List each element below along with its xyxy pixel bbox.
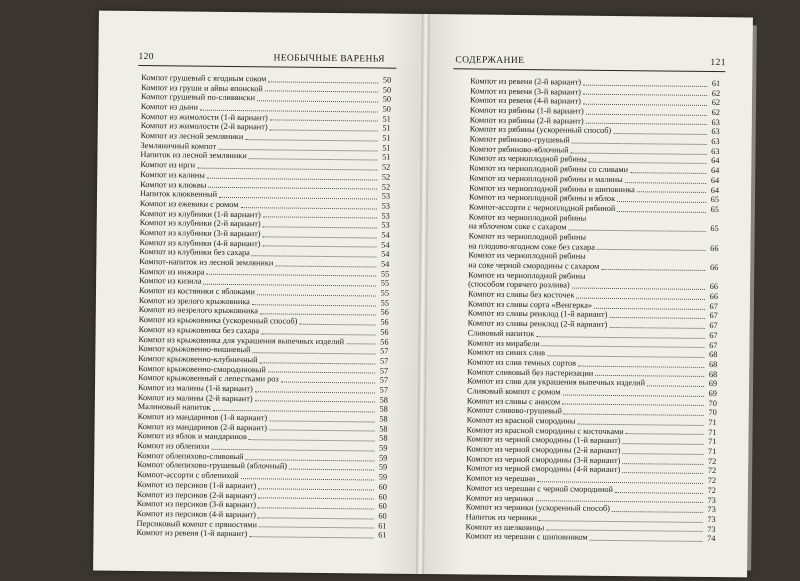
dot-leader <box>625 182 706 184</box>
dot-leader <box>262 246 376 248</box>
dot-leader <box>269 420 374 422</box>
toc-entry-title: Компот из черноплодной рябины <box>468 250 586 262</box>
left-page-number: 120 <box>138 52 154 63</box>
toc-entry-title: Компот из черешни с черной смородиной <box>465 483 614 494</box>
dot-leader <box>270 130 378 132</box>
toc-entry-page: 57 <box>379 366 389 376</box>
toc-entry-page: 54 <box>380 259 390 269</box>
dot-leader <box>261 333 376 335</box>
toc-entry-page: 51 <box>382 114 391 124</box>
toc-entry-page: 67 <box>709 340 718 350</box>
toc-entry-title: Компот из черешни с шиповником <box>465 531 588 543</box>
toc-entry-page: 56 <box>380 327 389 337</box>
dot-leader <box>269 430 374 432</box>
toc-entry-page: 66 <box>709 263 719 273</box>
left-toc-list <box>136 73 391 541</box>
toc-entry-page: 61 <box>711 78 721 89</box>
toc-entry-page: 54 <box>381 240 390 250</box>
toc-entry-title: Компот облепихово-грушевый (яблочный) <box>137 460 288 472</box>
dot-leader <box>617 211 706 213</box>
toc-entry-page: 68 <box>708 369 718 379</box>
dot-leader <box>572 288 705 290</box>
toc-entry-title: Компот из клубники (2-й вариант) <box>139 218 261 229</box>
dot-leader <box>562 394 703 396</box>
toc-entry-page: 63 <box>711 137 720 147</box>
toc-entry-page: 58 <box>379 414 388 424</box>
toc-entry-page: 56 <box>380 308 389 318</box>
dot-leader <box>577 423 703 425</box>
toc-entry-page: 50 <box>382 75 392 85</box>
dot-leader <box>583 84 707 86</box>
toc-entry-page: 66 <box>709 292 719 302</box>
dot-leader <box>594 307 705 309</box>
toc-entry-title: Компот из крыжовника (ускоренный способ) <box>138 315 298 326</box>
toc-entry-page: 60 <box>378 511 387 521</box>
dot-leader <box>257 294 376 296</box>
left-header-rule <box>138 65 396 69</box>
dot-leader <box>623 443 704 445</box>
dot-leader <box>612 511 703 513</box>
toc-entry-page: 60 <box>378 501 387 511</box>
toc-entry-title: Компот из черноплодной рябины <box>468 270 586 281</box>
right-running-title: СОДЕРЖАНИЕ <box>455 55 525 67</box>
dot-leader <box>265 91 378 93</box>
toc-entry-title: Компот рябиново-яблочный <box>469 144 569 155</box>
toc-entry-page: 71 <box>708 418 717 428</box>
dot-leader <box>281 382 375 384</box>
toc-entry-page: 51 <box>382 123 391 134</box>
dot-leader <box>546 530 702 533</box>
toc-entry-title: Компот из рябины (ускоренный способ) <box>469 124 612 136</box>
toc-entry-title: Компот сливовый без пастеризации <box>467 367 594 378</box>
toc-entry-page: 58 <box>379 404 388 414</box>
toc-entry-page: 50 <box>382 94 392 105</box>
toc-entry-page: 65 <box>710 195 720 205</box>
toc-entry-page: 73 <box>707 505 716 515</box>
toc-entry <box>465 532 715 544</box>
toc-entry-title: Земляничный компот <box>140 140 217 151</box>
toc-entry-page: 57 <box>379 375 389 385</box>
toc-entry-title: Компот из облепихи <box>137 441 210 451</box>
left-page <box>93 11 424 574</box>
toc-entry-title: Компот из клубники (3-й вариант) <box>139 228 261 239</box>
toc-entry-title: Персиковый компот с пряностями <box>136 518 258 529</box>
dot-leader <box>630 172 706 174</box>
toc-entry-page: 56 <box>380 317 389 327</box>
toc-entry-title: Компот из клубники без сахара <box>139 247 250 258</box>
toc-entry-title: Компот из ревеня (1-й вариант) <box>136 528 248 539</box>
dot-leader <box>589 162 707 164</box>
toc-entry-page: 55 <box>380 278 390 289</box>
dot-leader <box>583 94 707 96</box>
dot-leader <box>590 540 703 542</box>
toc-entry-title: Компот-напиток из лесной земляники <box>139 257 274 268</box>
toc-entry-title: Компот из костяники с яблоками <box>138 286 255 297</box>
dot-leader <box>289 469 374 471</box>
toc-entry-title: Компот из клубники (1-й вариант) <box>139 208 261 219</box>
toc-entry-title: Компот из жимолости (2-й вариант) <box>140 121 268 132</box>
dot-leader <box>245 139 377 141</box>
toc-entry-title: Компот из малины (2-й вариант) <box>137 392 253 403</box>
toc-entry-page: 68 <box>709 350 718 360</box>
toc-entry-title: Компот из малины (1-й вариант) <box>137 383 253 394</box>
toc-entry-page: 60 <box>378 492 387 502</box>
toc-entry-title: Компот из черной смородины (2-й вариант) <box>466 444 621 456</box>
dot-leader <box>258 517 374 519</box>
toc-entry-page: 59 <box>378 463 388 473</box>
dot-leader <box>249 536 373 538</box>
dot-leader <box>299 324 375 326</box>
dot-leader <box>572 142 707 144</box>
toc-entry-page: 62 <box>711 88 721 98</box>
toc-entry-title: Компот из ирги <box>140 160 196 170</box>
toc-entry-page: 67 <box>709 321 718 331</box>
right-header-rule <box>453 68 725 72</box>
toc-entry-title: Напиток клюквенный <box>139 189 218 200</box>
toc-entry-title: Компот из слив темных сортов <box>467 357 577 368</box>
toc-entry-page: 55 <box>380 269 390 279</box>
toc-entry-title: Компот из жимолости (1-й вариант) <box>140 111 268 123</box>
dot-leader <box>263 236 377 238</box>
toc-entry-page: 54 <box>381 249 390 260</box>
toc-entry-page: 72 <box>707 476 717 486</box>
dot-leader <box>613 133 707 135</box>
toc-entry-page: 60 <box>378 482 388 492</box>
dot-leader <box>615 492 703 494</box>
toc-entry-page: 59 <box>378 453 388 463</box>
dot-leader <box>255 391 375 393</box>
toc-entry-title: Компот из яблок и мандаринов <box>137 431 247 442</box>
toc-entry-page: 51 <box>382 133 391 143</box>
dot-leader <box>260 362 376 364</box>
toc-entry-page: 73 <box>707 524 716 534</box>
toc-entry-title: Компот из персиков (1-й вариант) <box>136 479 257 491</box>
toc-entry-title: Компот из персиков (2-й вариант) <box>136 489 257 500</box>
toc-entry-title: Компот из черноплодной рябины <box>469 153 587 165</box>
toc-entry-page: 52 <box>381 162 391 172</box>
toc-entry-page: 64 <box>710 175 720 185</box>
toc-entry-title: на яблочном соке с сахаром <box>468 221 567 232</box>
dot-leader <box>637 191 706 193</box>
dot-leader <box>617 201 706 203</box>
toc-entry-title: Компот из красной смородины <box>466 415 576 426</box>
dot-leader <box>595 375 704 377</box>
toc-entry-page: 51 <box>382 143 391 153</box>
toc-entry-title: Малиновый напиток <box>137 402 211 413</box>
toc-entry-title: Компот грушевый с ягодным соком <box>141 73 267 84</box>
toc-entry-page: 57 <box>380 346 389 356</box>
toc-entry-title: Компот крыжовенно-вишневый <box>138 344 251 355</box>
toc-entry-page: 59 <box>378 472 388 482</box>
dot-leader <box>597 249 706 251</box>
dot-leader <box>249 439 375 441</box>
toc-entry-title: Компот из мирабели <box>467 338 540 348</box>
toc-entry-page: 73 <box>707 514 716 524</box>
toc-entry-title: Компот крыжовенно-клубничный <box>138 353 258 365</box>
toc-entry-page: 68 <box>708 359 718 370</box>
toc-entry-page: 53 <box>381 201 390 211</box>
toc-entry-title: Компот из черноплодной рябины <box>468 231 587 242</box>
right-page-number: 121 <box>710 57 726 69</box>
toc-entry-title: Компот из ежевики с ромом <box>139 198 239 209</box>
toc-entry-page: 69 <box>708 388 718 399</box>
toc-entry-page: 63 <box>711 117 720 127</box>
left-running-title: НЕОБЫЧНЫЕ ВАРЕНЬЯ <box>273 53 385 65</box>
toc-entry-title: Компот из сливы сорта «Венгерка» <box>467 299 593 310</box>
toc-entry-page: 53 <box>381 191 391 201</box>
toc-entry-page: 51 <box>382 153 391 163</box>
toc-entry-title: Компот из синих слив <box>467 347 546 358</box>
dot-leader <box>346 343 375 344</box>
toc-entry-page: 50 <box>382 85 392 95</box>
toc-entry-page: 53 <box>381 220 390 230</box>
toc-entry-page: 52 <box>381 172 391 182</box>
toc-entry-title: Компот из мандаринов (2-й вариант) <box>137 421 268 433</box>
dot-leader <box>583 104 707 106</box>
open-book <box>93 11 753 578</box>
toc-entry-page: 72 <box>707 466 717 476</box>
toc-entry-page: 71 <box>708 447 717 457</box>
dot-leader <box>622 472 703 474</box>
dot-leader <box>576 297 705 299</box>
toc-entry-page: 64 <box>711 156 720 166</box>
toc-entry-page: 55 <box>380 288 390 298</box>
toc-entry-title: Компот из зрелого крыжовника <box>138 295 250 306</box>
toc-entry-title: Компот из инжира <box>139 266 205 277</box>
toc-entry-title: Компот из слив для украшения выпечных изделий <box>467 376 646 388</box>
toc-entry-page: 62 <box>711 98 721 108</box>
toc-entry-title: Компот из калины <box>140 169 205 180</box>
dot-leader <box>270 120 378 122</box>
toc-entry-title: Компот из черной смородины (3-й вариант) <box>466 454 621 465</box>
dot-leader <box>578 365 704 367</box>
toc-entry-title: Компот из черешни <box>466 473 536 484</box>
toc-entry-title: Компот из персиков (4-й вариант) <box>136 508 256 520</box>
toc-entry-page: 73 <box>707 495 716 505</box>
toc-entry-title: Компот из крыжовника для украшения выпечных изделий <box>138 334 345 346</box>
toc-entry-title: Компот из сливы без косточек <box>467 289 575 300</box>
toc-entry-page: 50 <box>382 104 391 114</box>
dot-leader <box>562 404 704 406</box>
toc-entry-title: Компот из черноплодной рябины и шиповника <box>469 183 635 194</box>
dot-leader <box>571 152 707 154</box>
toc-entry-title: Компот из ревеня (4-й вариант) <box>469 95 581 107</box>
dot-leader <box>259 527 374 529</box>
toc-entry-title: Компот из черной смородины (1-й вариант) <box>466 434 621 446</box>
toc-entry-page: 69 <box>708 379 718 389</box>
dot-leader <box>258 488 374 490</box>
toc-entry-page: 62 <box>711 108 720 118</box>
toc-entry-title: Компот из кизила <box>139 276 202 287</box>
toc-entry-title: Компот из черноплодной рябины со сливами <box>469 163 629 175</box>
toc-entry-page: 66 <box>709 282 719 292</box>
toc-entry-page: 67 <box>709 311 718 321</box>
toc-entry-page: 65 <box>710 204 719 215</box>
dot-leader <box>258 507 374 509</box>
toc-entry-page: 58 <box>379 395 388 405</box>
dot-leader <box>260 313 376 315</box>
dot-leader <box>586 113 707 115</box>
toc-entry-title: Компот-ассорти с черноплодной рябиной <box>468 202 616 213</box>
toc-entry-title: Компот из дыни <box>140 102 199 112</box>
toc-entry-title: Компот из клюквы <box>140 179 207 190</box>
toc-entry-page: 63 <box>711 127 720 137</box>
toc-entry-page: 72 <box>707 456 717 466</box>
toc-entry-title: Компот из черноплодной рябины и яблок <box>468 192 616 204</box>
dot-leader <box>268 372 375 374</box>
toc-entry-page: 57 <box>379 385 389 395</box>
dot-leader <box>252 304 376 306</box>
toc-entry-page: 59 <box>379 443 388 453</box>
toc-entry-title: Напиток из черники <box>465 512 538 523</box>
toc-entry-title: на соке черной смородины с сахаром <box>468 260 600 271</box>
dot-leader <box>263 217 377 219</box>
dot-leader <box>257 100 378 102</box>
toc-entry-title: Компот из крыжовника без сахара <box>138 324 260 336</box>
toc-entry-page: 54 <box>381 230 390 240</box>
toc-entry <box>136 528 386 540</box>
toc-entry-title: Компот облепихово-сливовый <box>137 450 244 461</box>
toc-entry-page: 56 <box>380 337 389 347</box>
dot-leader <box>609 317 704 319</box>
toc-entry-page: 61 <box>378 521 387 531</box>
dot-leader <box>568 230 705 232</box>
toc-entry-page: 64 <box>710 166 720 176</box>
toc-entry-title: Компот из красной смородины с косточками <box>466 425 624 436</box>
dot-leader <box>609 327 704 329</box>
toc-entry-title: Компот из шелковицы <box>465 522 545 532</box>
dot-leader <box>246 459 375 461</box>
toc-entry-title: Компот крыжовенно-смородиновый <box>138 363 266 374</box>
toc-entry-page: 66 <box>710 243 719 253</box>
dot-leader <box>241 478 374 480</box>
toc-entry-page: 70 <box>708 398 717 408</box>
toc-entry-title: Компот из клубники (4-й вариант) <box>139 237 261 248</box>
toc-entry-page: 65 <box>710 224 719 234</box>
toc-entry-page: 52 <box>381 182 391 192</box>
toc-entry-title: Компот крыжовенный с лепестками роз <box>138 373 279 384</box>
toc-entry-title: Компот из черной смородины (4-й вариант) <box>466 463 621 475</box>
toc-entry-page: 55 <box>380 298 389 308</box>
dot-leader <box>255 401 375 403</box>
toc-entry-title: Компот рябиново-грушевый <box>469 134 570 145</box>
dot-leader <box>547 355 704 358</box>
dot-leader <box>249 158 378 160</box>
right-toc-list <box>465 76 720 544</box>
toc-entry-title: Компот из черники <box>465 493 534 503</box>
toc-entry-title: Компот сливово-грушевый <box>466 405 563 416</box>
dot-leader <box>601 269 705 271</box>
dot-leader <box>252 255 377 257</box>
toc-entry-title: (способом горячего розлива) <box>468 279 570 290</box>
toc-entry-title: Компот из рябины (1-й вариант) <box>469 105 584 116</box>
toc-entry-page: 63 <box>711 146 720 156</box>
dot-leader <box>275 265 376 267</box>
toc-entry-title: Компот из лесной земляники <box>140 131 244 142</box>
dot-leader <box>258 498 374 500</box>
toc-entry-title: Компот из сливы с анисом <box>466 396 561 407</box>
toc-entry-title: Сливовый компот с ромом <box>466 386 561 397</box>
toc-entry-page: 61 <box>378 530 387 540</box>
toc-entry-page: 72 <box>707 485 717 495</box>
dot-leader <box>622 453 703 455</box>
toc-entry-title: Компот из сливы ренклод (1-й вариант) <box>467 308 608 320</box>
toc-entry-title: Компот из рябины (2-й вариант) <box>469 115 584 126</box>
toc-entry-title: на плодово-ягодном соке без сахара <box>468 241 595 252</box>
toc-entry-title: Компот из ревеня (3-й вариант) <box>470 86 582 97</box>
toc-entry-page: 58 <box>379 424 388 434</box>
toc-entry-title: Компот из персиков (3-й вариант) <box>136 499 257 510</box>
dot-leader <box>622 463 703 465</box>
toc-entry-page: 71 <box>708 437 717 447</box>
toc-entry-title: Компот из сливы ренклод (2-й вариант) <box>467 318 608 330</box>
toc-entry-title: Компот грушевый по-сливянски <box>141 92 256 103</box>
dot-leader <box>626 434 704 436</box>
dot-leader <box>564 414 704 416</box>
dot-leader <box>586 123 707 125</box>
toc-entry-title: Компот из черноплодной рябины и малины <box>469 173 623 184</box>
toc-entry-page: 67 <box>709 301 718 311</box>
toc-entry-title: Компот из мандаринов (1-й вариант) <box>137 412 268 423</box>
dot-leader <box>647 385 704 387</box>
toc-entry-title: Сливовый напиток <box>467 328 535 339</box>
toc-entry-title: Компот из черноплодной рябины <box>468 212 587 223</box>
toc-entry-page: 70 <box>708 408 717 418</box>
toc-entry-title: Напиток из лесной земляники <box>140 150 247 161</box>
toc-entry-page: 53 <box>381 211 390 221</box>
toc-entry-page: 57 <box>379 356 389 366</box>
toc-entry-title: Компот из черники (ускоренный способ) <box>465 502 611 514</box>
toc-entry-page: 67 <box>709 330 718 340</box>
dot-leader <box>241 207 377 209</box>
dot-leader <box>252 352 375 354</box>
dot-leader <box>268 81 378 83</box>
right-page <box>422 14 753 577</box>
toc-entry-page: 58 <box>379 433 388 444</box>
toc-entry-title: Компот из ревеня (2-й вариант) <box>470 76 582 87</box>
toc-entry-page: 74 <box>707 534 716 544</box>
toc-entry-title: Компот-ассорти с облепихой <box>137 470 239 481</box>
toc-entry-page: 64 <box>710 185 720 195</box>
toc-entry-page: 71 <box>708 427 717 437</box>
toc-entry-title: Компот из груши и айвы японской <box>141 82 263 93</box>
toc-entry-title: Компот из незрелого крыжовника <box>138 305 259 316</box>
dot-leader <box>263 226 377 228</box>
